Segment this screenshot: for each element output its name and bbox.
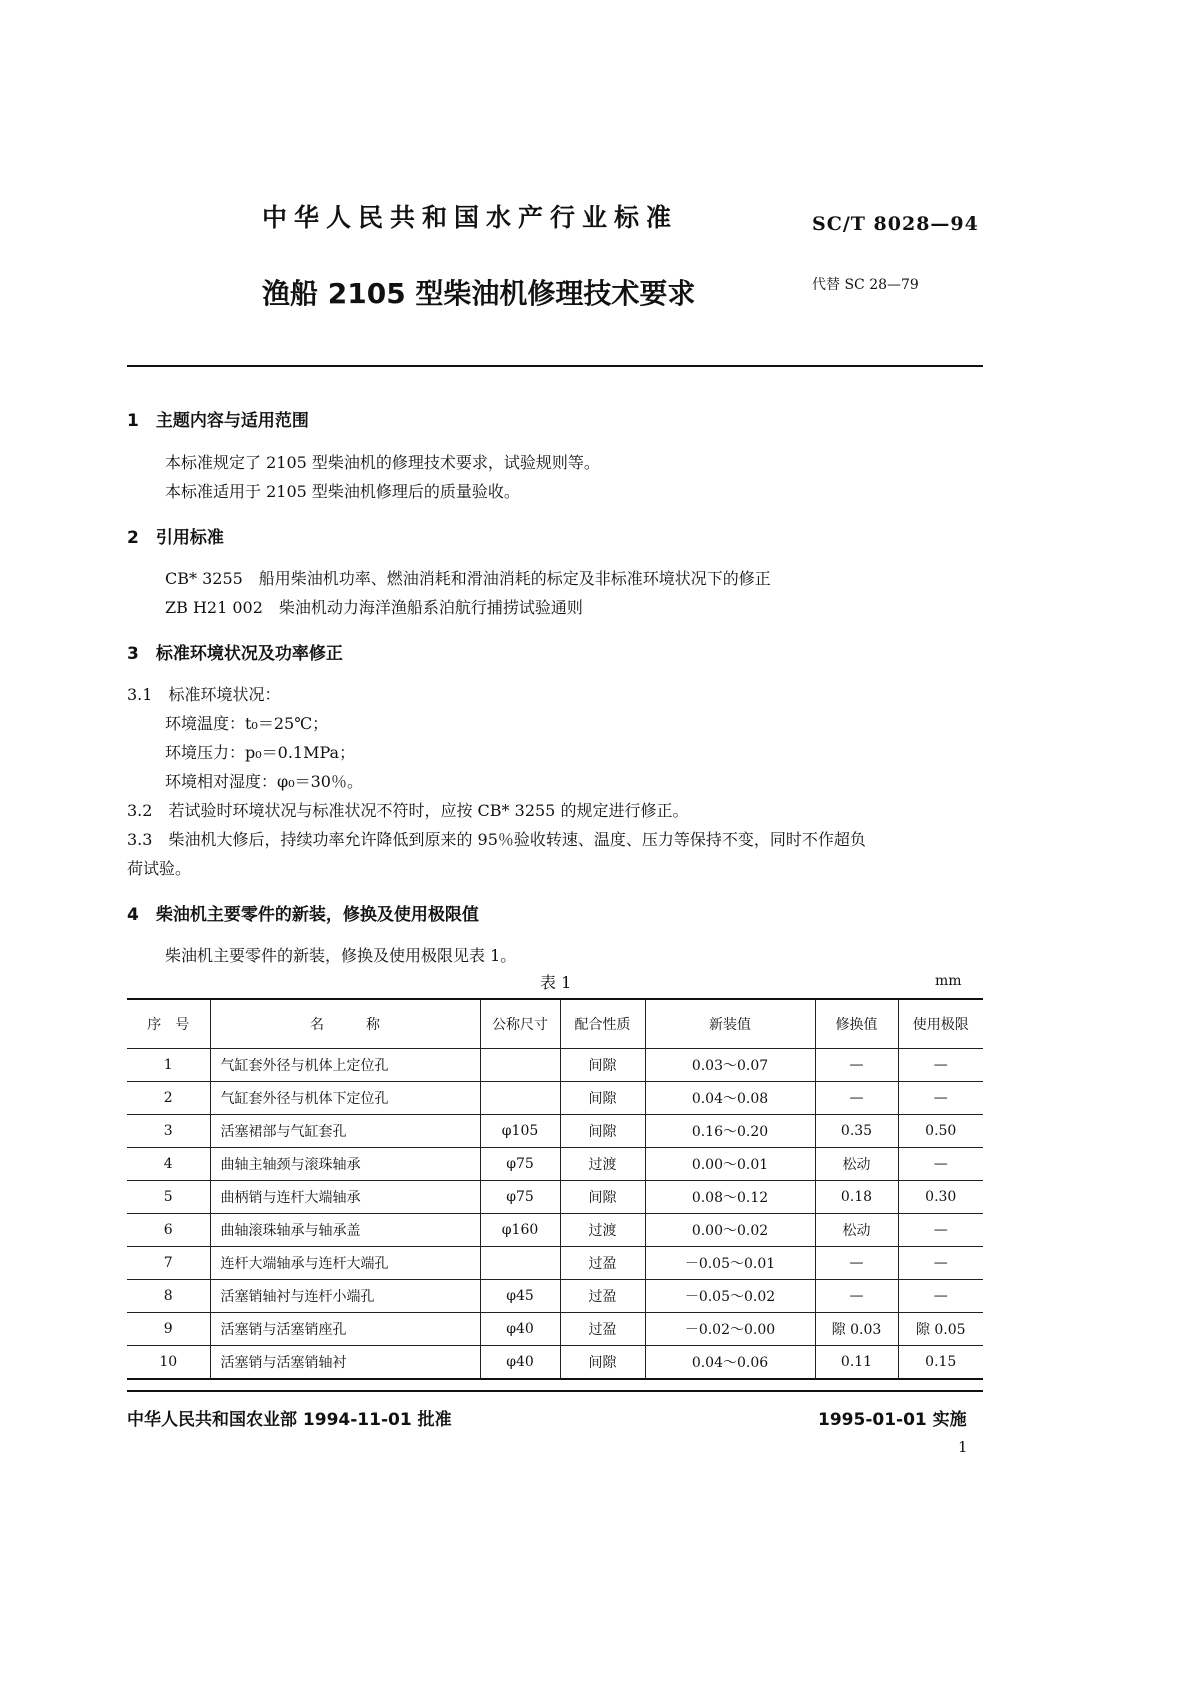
table-cell — [480, 1082, 560, 1115]
table-row — [127, 1115, 983, 1148]
clause-3-2: 3.2 若试验时环境状况与标准状况不符时，应按 CB* 3255 的规定进行修正。 — [127, 801, 689, 820]
table-caption: 表 1 — [540, 973, 572, 992]
clause-3-3: 3.3 柴油机大修后，持续功率允许降低到原来的 95％验收转速、温度、压力等保持不变，同时不作超负 — [127, 830, 866, 849]
table-row — [127, 1214, 983, 1247]
clause-3-1: 3.1 标准环境状况： — [127, 685, 281, 704]
table-cell: 0.15 — [898, 1346, 983, 1380]
table-cell: －0.05～0.01 — [645, 1247, 815, 1280]
column-header: 新装值 — [645, 999, 815, 1049]
table-cell: — — [898, 1082, 983, 1115]
table-row — [127, 1082, 983, 1115]
table-cell: 2 — [127, 1082, 210, 1115]
env-temperature: 环境温度：t₀＝25℃； — [165, 714, 329, 733]
replaces-note: 代替 SC 28—79 — [812, 277, 919, 293]
table-cell: 0.35 — [815, 1115, 898, 1148]
table-cell: — — [898, 1214, 983, 1247]
table-cell: 0.00～0.01 — [645, 1148, 815, 1181]
table-cell: 5 — [127, 1181, 210, 1214]
table-row — [127, 1181, 983, 1214]
table-cell: 过盈 — [560, 1247, 645, 1280]
table-cell: — — [815, 1247, 898, 1280]
table-cell: 过盈 — [560, 1313, 645, 1346]
table-cell: φ45 — [480, 1280, 560, 1313]
table-cell: φ40 — [480, 1313, 560, 1346]
header-rule — [127, 365, 983, 367]
table-cell: 0.50 — [898, 1115, 983, 1148]
table-cell: －0.05～0.02 — [645, 1280, 815, 1313]
table-cell: 活塞销轴衬与连杆小端孔 — [210, 1280, 480, 1313]
limits-table — [127, 998, 983, 1380]
table-cell: 间隙 — [560, 1181, 645, 1214]
table-cell: 曲轴滚珠轴承与轴承盖 — [210, 1214, 480, 1247]
reference-item: ZB H21 002 柴油机动力海洋渔船系泊航行捕捞试验通则 — [165, 598, 583, 617]
table-cell: 间隙 — [560, 1115, 645, 1148]
table-cell: 9 — [127, 1313, 210, 1346]
table-cell: — — [815, 1082, 898, 1115]
table-row — [127, 1346, 983, 1380]
table-cell: 曲柄销与连杆大端轴承 — [210, 1181, 480, 1214]
table-cell: 0.00～0.02 — [645, 1214, 815, 1247]
table-cell: 3 — [127, 1115, 210, 1148]
table-cell: 隙 0.03 — [815, 1313, 898, 1346]
table-cell: 松动 — [815, 1214, 898, 1247]
column-header: 配合性质 — [560, 999, 645, 1049]
table-cell: 曲轴主轴颈与滚珠轴承 — [210, 1148, 480, 1181]
table-cell: φ75 — [480, 1181, 560, 1214]
table-cell: 过渡 — [560, 1148, 645, 1181]
document-title: 渔船 2105 型柴油机修理技术要求 — [262, 277, 696, 310]
table-cell: — — [898, 1280, 983, 1313]
table-cell: 连杆大端轴承与连杆大端孔 — [210, 1247, 480, 1280]
table-cell: 7 — [127, 1247, 210, 1280]
table-cell: 0.16～0.20 — [645, 1115, 815, 1148]
table-cell: 活塞销与活塞销座孔 — [210, 1313, 480, 1346]
table-row — [127, 1280, 983, 1313]
table-cell: — — [815, 1049, 898, 1082]
table-row — [127, 1313, 983, 1346]
footer-rule — [127, 1390, 983, 1392]
table-cell: 1 — [127, 1049, 210, 1082]
table-cell: 8 — [127, 1280, 210, 1313]
table-cell: 间隙 — [560, 1082, 645, 1115]
reference-item: CB* 3255 船用柴油机功率、燃油消耗和滑油消耗的标定及非标准环境状况下的修正 — [165, 569, 771, 588]
table-cell: 0.04～0.08 — [645, 1082, 815, 1115]
standard-code: SC/T 8028—94 — [812, 213, 979, 235]
table-cell: 6 — [127, 1214, 210, 1247]
table-cell: 活塞销与活塞销轴衬 — [210, 1346, 480, 1380]
table-cell: 间隙 — [560, 1346, 645, 1380]
column-header: 修换值 — [815, 999, 898, 1049]
table-cell: 间隙 — [560, 1049, 645, 1082]
table-cell: 松动 — [815, 1148, 898, 1181]
table-cell: 0.18 — [815, 1181, 898, 1214]
table-cell: φ105 — [480, 1115, 560, 1148]
paragraph: 本标准规定了 2105 型柴油机的修理技术要求，试验规则等。 — [165, 453, 600, 472]
issuing-org: 中华人民共和国水产行业标准 — [262, 203, 679, 232]
table-cell — [480, 1247, 560, 1280]
table-unit: mm — [935, 973, 962, 989]
table-cell: — — [898, 1148, 983, 1181]
section-2-heading: 2 引用标准 — [127, 528, 224, 548]
table-cell: 过盈 — [560, 1280, 645, 1313]
paragraph: 本标准适用于 2105 型柴油机修理后的质量验收。 — [165, 482, 520, 501]
env-humidity: 环境相对湿度：φ₀＝30％。 — [165, 772, 363, 791]
table-row — [127, 1148, 983, 1181]
table-cell: 0.03～0.07 — [645, 1049, 815, 1082]
column-header: 使用极限 — [898, 999, 983, 1049]
section-1-heading: 1 主题内容与适用范围 — [127, 411, 309, 431]
section-3-heading: 3 标准环境状况及功率修正 — [127, 644, 343, 664]
table-row — [127, 1049, 983, 1082]
table-cell: 0.11 — [815, 1346, 898, 1380]
table-cell — [480, 1049, 560, 1082]
table-cell: 气缸套外径与机体上定位孔 — [210, 1049, 480, 1082]
column-header: 公称尺寸 — [480, 999, 560, 1049]
column-header: 名 称 — [210, 999, 480, 1049]
table-cell: φ160 — [480, 1214, 560, 1247]
clause-3-3-cont: 荷试验。 — [127, 859, 192, 878]
table-cell: －0.02～0.00 — [645, 1313, 815, 1346]
env-pressure: 环境压力：p₀＝0.1MPa； — [165, 743, 356, 762]
column-header: 序 号 — [127, 999, 210, 1049]
effective-date: 1995-01-01 实施 — [818, 1410, 967, 1430]
table-cell: — — [815, 1280, 898, 1313]
page-number: 1 — [958, 1438, 968, 1456]
table-cell: φ75 — [480, 1148, 560, 1181]
table-cell: 过渡 — [560, 1214, 645, 1247]
table-cell: 活塞裙部与气缸套孔 — [210, 1115, 480, 1148]
table-cell: — — [898, 1247, 983, 1280]
table-cell: 4 — [127, 1148, 210, 1181]
table-cell: 0.08～0.12 — [645, 1181, 815, 1214]
table-cell: 隙 0.05 — [898, 1313, 983, 1346]
paragraph: 柴油机主要零件的新装，修换及使用极限见表 1。 — [165, 946, 517, 965]
table-row — [127, 1247, 983, 1280]
table-cell: 10 — [127, 1346, 210, 1380]
table-cell: 气缸套外径与机体下定位孔 — [210, 1082, 480, 1115]
table-cell: 0.04～0.06 — [645, 1346, 815, 1380]
table-cell: — — [898, 1049, 983, 1082]
table-cell: 0.30 — [898, 1181, 983, 1214]
section-4-heading: 4 柴油机主要零件的新装，修换及使用极限值 — [127, 905, 479, 925]
approval-note: 中华人民共和国农业部 1994-11-01 批准 — [127, 1410, 452, 1430]
table-cell: φ40 — [480, 1346, 560, 1380]
